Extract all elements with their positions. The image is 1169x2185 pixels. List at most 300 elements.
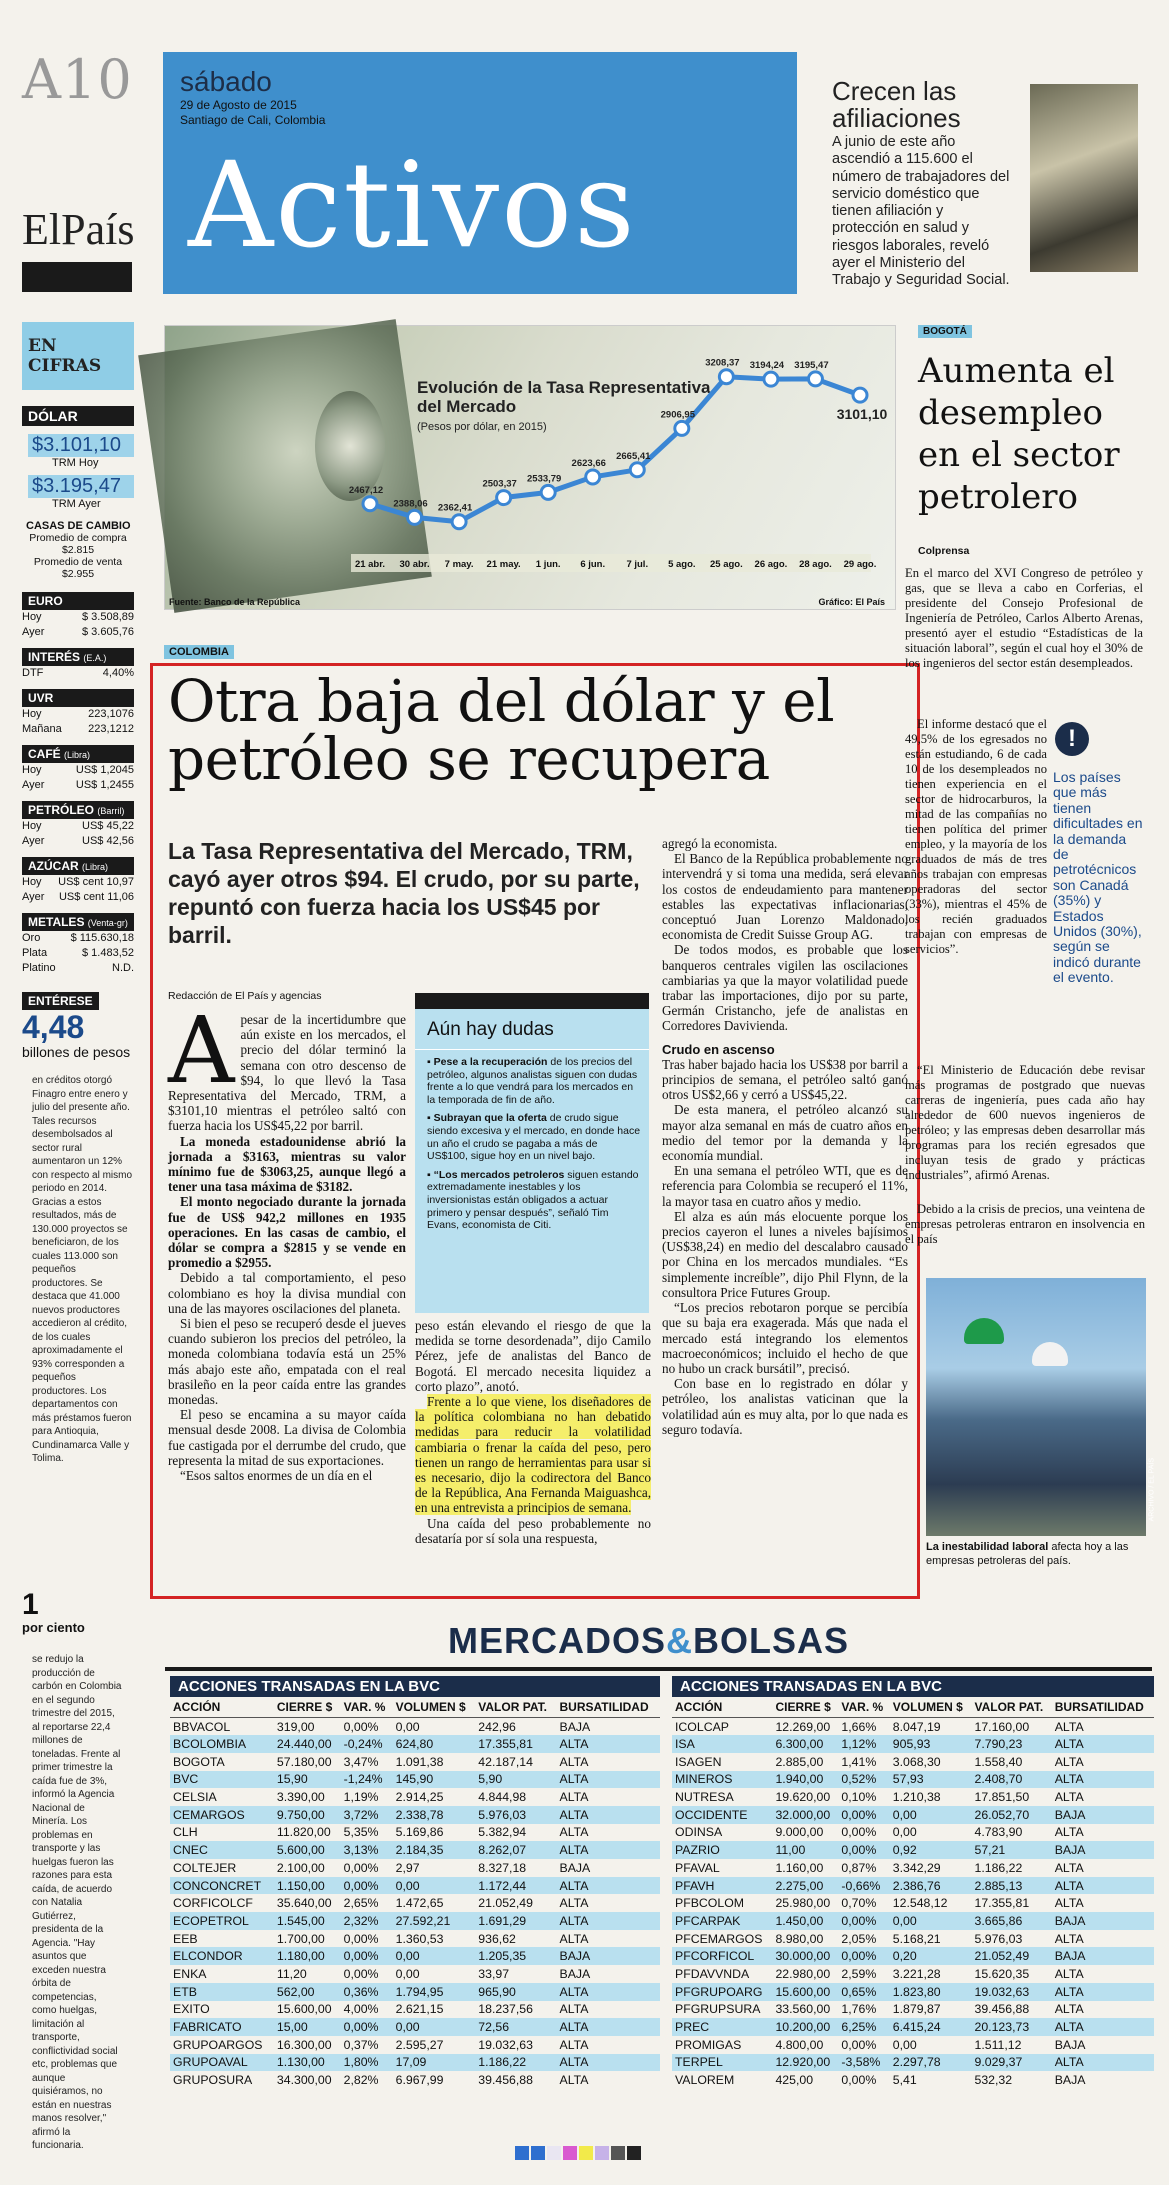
table-cell: 5,41 (892, 2073, 917, 2088)
table-cell: -0,24% (341, 1735, 393, 1753)
table-cell: 11,00 (772, 1841, 838, 1859)
table-cell: 17.355,81 (974, 1896, 1030, 1911)
brand-rule (22, 262, 132, 292)
data-point (408, 510, 422, 524)
table-row (170, 1841, 660, 1859)
table-cell: 5,90 (475, 1771, 556, 1789)
table-cell: TERPEL (672, 2054, 772, 2072)
table-row (672, 1735, 1154, 1753)
table-cell: 2,32% (341, 1912, 393, 1930)
table-row (170, 1859, 660, 1877)
table-cell: 1.700,00 (276, 1931, 325, 1946)
table-cell: 15.600,00 (276, 2002, 332, 2017)
table-cell: 0,00 (892, 1825, 917, 1840)
table-cell: ALTA (1054, 2002, 1084, 2017)
col-3 (662, 836, 908, 1584)
table-cell: 0,87% (841, 1860, 877, 1875)
table-cell: 2,65% (343, 1896, 379, 1911)
table-cell: 17.851,50 (974, 1790, 1030, 1805)
table-row (672, 1965, 1154, 1983)
enterese-unit: billones de pesos (22, 1044, 131, 1060)
table-cell: 936,62 (478, 1931, 516, 1946)
table-cell: 0,00 (393, 1947, 476, 1965)
chart-credit: Gráfico: El País (818, 597, 885, 607)
table-row (672, 2018, 1154, 2036)
table-cell: 22.980,00 (775, 1966, 831, 1981)
table-cell: 242,96 (478, 1719, 516, 1734)
euro-row: Hoy $ 3.508,89 (22, 611, 134, 623)
table-cell: 1,76% (841, 2002, 877, 2017)
table-cell: 1.823,80 (890, 1983, 972, 2001)
table-cell: 0,10% (841, 1790, 877, 1805)
table-row (170, 1947, 660, 1965)
table-cell: 0,00% (341, 1947, 393, 1965)
metales-row: Oro $ 115.630,18 (22, 932, 134, 944)
x-tick-label: 21 abr. (354, 559, 386, 570)
table-cell: PFAVAL (675, 1860, 720, 1875)
table-cell: 0,00% (341, 2018, 393, 2036)
table-cell: MINEROS (672, 1771, 772, 1789)
data-point (363, 497, 377, 511)
col-header: BURSATILIDAD (557, 1697, 661, 1718)
table-cell: NUTRESA (675, 1790, 734, 1805)
promo-photo (1030, 84, 1138, 272)
table-cell: 1.150,00 (274, 1877, 341, 1895)
hardhat-left (964, 1318, 1004, 1344)
table-cell: 11,20 (276, 1966, 307, 1981)
table-cell: COLTEJER (173, 1860, 237, 1875)
table-cell: 1.940,00 (772, 1771, 838, 1789)
table-row (672, 2071, 1154, 2089)
data-point (497, 491, 511, 505)
table-cell: 3.068,30 (892, 1754, 941, 1769)
interes-row: DTF 4,40% (22, 667, 134, 679)
metales-label: METALES (Venta-gr) (22, 913, 134, 931)
data-label: 3194,24 (749, 360, 785, 372)
table-cell: 319,00 (276, 1719, 315, 1734)
data-point (541, 485, 555, 499)
table-cell: 0,00 (395, 1719, 420, 1734)
table-cell: ALTA (557, 1877, 661, 1895)
table-cell: PFGRUPSURA (675, 2002, 761, 2017)
table-cell: PAZRIO (672, 1841, 772, 1859)
table-cell: 25.980,00 (775, 1896, 831, 1911)
table-cell: 72,56 (475, 2018, 556, 2036)
table-cell: ELCONDOR (170, 1947, 274, 1965)
table-cell: 15.620,35 (974, 1966, 1030, 1981)
table-title: ACCIONES TRANSADAS EN LA BVC (170, 1676, 660, 1697)
col3-p: Con base en lo registrado en dólar y petróleo, los analistas vaticinan que la volatilidad aún es muy alta, por lo que nada es seguro todavía. (662, 1376, 908, 1437)
table-cell: 2.885,13 (971, 1877, 1051, 1895)
table-cell: PFBCOLOM (675, 1896, 745, 1911)
brand-logo: ElPaís (22, 205, 135, 254)
table-cell: 1.794,95 (393, 1983, 476, 2001)
azucar-row: Ayer US$ cent 11,06 (22, 891, 134, 903)
table-cell: CLH (173, 1825, 198, 1840)
table-cell: ISA (672, 1735, 772, 1753)
table-cell: 3,47% (343, 1754, 379, 1769)
table-cell: 8.980,00 (775, 1931, 824, 1946)
table-cell: ALTA (557, 1983, 661, 2001)
table-cell: 5.976,03 (974, 1931, 1023, 1946)
table-cell: ALTA (1052, 1877, 1154, 1895)
x-tick-label: 5 ago. (668, 559, 696, 570)
dudas-item: ▪ “Los mercados petroleros siguen estando extremadamente inestables y los inversionistas están obligados a actuar primero y pensar después”, señaló Tim Evans, economista de Citi. (427, 1168, 639, 1232)
table-row (170, 1718, 660, 1736)
table-cell: ALTA (557, 2018, 661, 2036)
col1-p: Debido a tal comportamiento, el peso colombiano es hoy la divisa mundial con una de las mayores oscilaciones del planeta. (168, 1270, 406, 1316)
workers-photo (926, 1278, 1155, 1536)
data-point (808, 372, 822, 386)
table-cell: 57,21 (971, 1841, 1051, 1859)
data-label: 3195,47 (794, 359, 829, 371)
table-row (170, 1824, 660, 1842)
table-cell: 2.914,25 (395, 1790, 444, 1805)
table-row (672, 1788, 1154, 1806)
table-cell: 15,00 (274, 2018, 341, 2036)
table-cell: 8.262,07 (475, 1841, 556, 1859)
right-p4: Debido a la crisis de precios, una veintena de empresas petroleras entraron en insolvencia en el país (905, 1202, 1145, 1246)
col-header: CIERRE $ (772, 1697, 838, 1718)
dudas-item: ▪ Pese a la recuperación de los precios del petróleo, algunos analistas siguen con dudas frente a lo que vendrá para los mercados en la temporada de fin de año. (427, 1056, 638, 1106)
chart-panel (164, 325, 896, 610)
table-cell: ALTA (557, 1735, 661, 1753)
table-row (170, 2001, 660, 2019)
table-row (672, 1841, 1154, 1859)
table-cell: PROMIGAS (675, 2037, 742, 2052)
table-row (170, 1894, 660, 1912)
table-cell: 21.052,49 (478, 1896, 533, 1911)
table-cell: 10.200,00 (772, 2018, 838, 2036)
col-header: BURSATILIDAD (1052, 1697, 1154, 1718)
table-cell: CONCONCRET (170, 1877, 274, 1895)
table-cell: 2.885,00 (775, 1754, 824, 1769)
table-cell: FABRICATO (170, 2018, 274, 2036)
table-cell: 2.184,35 (393, 1841, 476, 1859)
col-header: VOLUMEN $ (393, 1697, 476, 1718)
table-cell: 0,92 (890, 1841, 972, 1859)
table-cell: 19.620,00 (775, 1790, 831, 1805)
dolar-label: DÓLAR (22, 406, 134, 426)
table-cell: 1.558,40 (974, 1754, 1023, 1769)
table-cell: BAJA (1052, 1806, 1154, 1824)
table-cell: ALTA (557, 1771, 661, 1789)
table-cell: 4.783,90 (974, 1825, 1023, 1840)
table-cell: CELSIA (173, 1790, 217, 1805)
hardhat-right (1032, 1342, 1068, 1366)
metales-row: Plata $ 1.483,52 (22, 947, 134, 959)
table-cell: 1.472,65 (395, 1896, 444, 1911)
porciento-text: se redujo la producción de carbón en Colombia en el segundo trimestre del 2015, al reportarse 22,4 millones de toneladas. Frente al primer trimestre la caída fue de 3%, informó la Agencia Nacional de Minería. Los problemas en transporte y las huelgas fueron las razones para esta caída, de acuerdo con Natalia Gutiérrez, presidenta de la Agencia. "Hay asuntos que exceden nuestra órbita de competencias, como huelgas, limitación al transporte, conflictividad social etc, problemas que aunque quisiéramos, no están en nuestras manos resolver," afirmó la funcionaria. (32, 1654, 122, 2151)
table-cell: CEMARGOS (170, 1806, 274, 1824)
table-cell: 0,00% (838, 1841, 889, 1859)
porciento-unit: por ciento (22, 1620, 85, 1635)
table-cell: ODINSA (675, 1825, 723, 1840)
x-tick-label: 7 jul. (626, 559, 649, 570)
table-cell: 9.750,00 (274, 1806, 341, 1824)
table-cell: 1.450,00 (772, 1912, 838, 1930)
table-cell: 57.180,00 (276, 1754, 332, 1769)
col1-p: “Esos saltos enormes de un día en el (180, 1468, 373, 1484)
table-row (170, 1771, 660, 1789)
col3-p: agregó la economista. (662, 836, 778, 851)
table-cell: 2.386,76 (890, 1877, 972, 1895)
data-point (764, 372, 778, 386)
table-row (672, 1753, 1154, 1771)
table-row (672, 1912, 1154, 1930)
date: 29 de Agosto de 2015 (180, 98, 297, 112)
data-label: 2665,41 (616, 450, 651, 462)
table-cell: 1.511,12 (974, 2037, 1022, 2052)
table-cell: EXITO (173, 2002, 210, 2017)
data-label: 2362,41 (437, 502, 473, 514)
table-cell: 8.047,19 (892, 1719, 941, 1734)
cafe-label: CAFÉ (Libra) (22, 745, 134, 763)
table-cell: 0,00 (890, 1806, 972, 1824)
trm-ayer-label: TRM Ayer (52, 498, 101, 510)
x-tick-label: 6 jun. (580, 559, 606, 570)
table-cell: ALTA (559, 2073, 589, 2088)
col1-p: El peso se encamina a su mayor caída mensual desde 2008. La divisa de Colombia fue castigada por el derrumbe del crudo, que representa la mitad de sus exportaciones. (168, 1407, 406, 1468)
euro-label: EURO (22, 592, 134, 610)
data-label: 3101,10 (836, 406, 888, 423)
x-tick-label: 1 jun. (535, 559, 561, 570)
petroleo-label: PETRÓLEO (Barril) (22, 801, 134, 819)
color-registration-bar (515, 2146, 641, 2160)
data-label: 2503,37 (482, 478, 517, 490)
table-cell: 624,80 (393, 1735, 476, 1753)
table-cell: 17.355,81 (475, 1735, 556, 1753)
table-row (170, 1983, 660, 2001)
table-cell: 0,00% (841, 2073, 877, 2088)
table-cell: 5,35% (343, 1825, 379, 1840)
trm-hoy-label: TRM Hoy (52, 457, 99, 469)
table-row (170, 1788, 660, 1806)
table-cell: ISAGEN (675, 1754, 722, 1769)
table-cell: 0,00% (343, 1966, 379, 1981)
headline: Otra baja del dólar y el petróleo se recupera (168, 667, 835, 793)
table-cell: BAJA (1054, 2073, 1086, 2088)
table-cell: 11.820,00 (276, 1825, 331, 1840)
col1-p: Si bien el peso se recuperó desde el jueves cuando subieron los precios del petróleo, la moneda colombiana todavía está un 25% más abajo este año, empatada con el real brasileño en la peor caída entre las grandes monedas. (168, 1316, 406, 1408)
table-cell: 1,41% (841, 1754, 877, 1769)
table-row (672, 1771, 1154, 1789)
table-cell: ALTA (559, 2037, 589, 2052)
data-label: 2906,95 (660, 409, 695, 421)
markets-title: MERCADOS&BOLSAS (448, 1620, 850, 1661)
table-cell: 6.415,24 (890, 2018, 972, 2036)
data-label: 2623,66 (571, 457, 606, 469)
table-cell: BCOLOMBIA (170, 1735, 274, 1753)
table-cell: 1.130,00 (274, 2054, 341, 2072)
table-cell: 39.456,88 (478, 2073, 533, 2088)
enterese-label: ENTÉRESE (22, 992, 99, 1010)
col3-p: “Los precios rebotaron porque se percibía que su baja era exagerada. Más que nada el mercado está integrando los elementos macroeconómicos; incluido el hecho de que no hubo un crack bursátil”, precisó. (662, 1300, 908, 1376)
table-row (170, 1965, 660, 1983)
table-row (170, 2018, 660, 2036)
table-cell: CORFICOLCF (173, 1896, 253, 1911)
table-cell: ALTA (1052, 2054, 1154, 2072)
table-cell: 0,65% (838, 1983, 889, 2001)
table-cell: 3,72% (341, 1806, 393, 1824)
table-cell: 34.300,00 (276, 2073, 332, 2088)
table-cell: ALTA (1054, 1931, 1084, 1946)
table-row (170, 1806, 660, 1824)
kicker-colombia: COLOMBIA (164, 645, 234, 659)
col-header: VAR. % (838, 1697, 889, 1718)
col1-p1: pesar de la incertidumbre que aún existe en los mercados, el precio del dólar terminó la semana con otro descenso de $94, lo que llevó la Tasa Representativa del Mercado, TRM, a $3101,10 mientras el petróleo saltó con fuerza hacia los US$45,22 por barril. (168, 1012, 406, 1134)
casas-label: CASAS DE CAMBIO (26, 520, 131, 532)
table-cell: ALTA (559, 1754, 589, 1769)
data-point (586, 470, 600, 484)
table-cell: 42.187,14 (478, 1754, 533, 1769)
table-cell: 17.160,00 (974, 1719, 1030, 1734)
x-tick-label: 29 ago. (843, 559, 877, 570)
data-point (452, 515, 466, 529)
table-cell: 0,00% (838, 1947, 889, 1965)
table-cell: 1.691,29 (475, 1912, 556, 1930)
table-cell: ETB (170, 1983, 274, 2001)
table-cell: 30.000,00 (772, 1947, 838, 1965)
col1-p: El monto negociado durante la jornada fue de US$ 942,2 millones en 1935 operaciones. En las casas de cambio, el dólar se compra a $2815 y se vende en promedio a $2955. (168, 1194, 406, 1271)
table-cell: ALTA (1052, 1983, 1154, 2001)
drop-cap: A (168, 997, 235, 1104)
table-cell: ALTA (557, 2054, 661, 2072)
table-cell: 17,09 (393, 2054, 476, 2072)
col3-p: Tras haber bajado hacia los US$38 por barril a principios de semana, el petróleo saltó ganó otros US$2,66 y cerró a US$45,22. (662, 1056, 908, 1103)
table-cell: 2.621,15 (395, 2002, 444, 2017)
table-cell: PFDAVVNDA (675, 1966, 750, 1981)
table-cell: 3.342,29 (892, 1860, 941, 1875)
x-tick-label: 21 may. (486, 559, 521, 570)
deck: La Tasa Representativa del Mercado, TRM, cayó ayer otros $94. El crudo, por su parte, repuntó con fuerza hacia los US$45 por barril. (168, 838, 640, 948)
table-title: ACCIONES TRANSADAS EN LA BVC (672, 1676, 1154, 1697)
table-cell: -0,66% (838, 1877, 889, 1895)
table-cell: 26.052,70 (971, 1806, 1051, 1824)
table-cell: ALTA (559, 1825, 589, 1840)
table-cell: ENKA (173, 1966, 207, 1981)
table-cell: 1.091,38 (395, 1754, 444, 1769)
right-p1: En el marco del XVI Congreso de petróleo y gas, que se lleva a cabo en Corferias, el presidente del Consejo Profesional de Ingeniería de Petróleo, Carlos Alberto Arenas, presentó ayer el estudio “Estadísticas de la situación laboral”, según el cual hoy el 30% de los ingenieros del sector están desempleados. (905, 566, 1143, 670)
table-cell: 9.000,00 (775, 1825, 824, 1840)
table-cell: 2.595,27 (395, 2037, 444, 2052)
table-cell: 2.100,00 (276, 1860, 325, 1875)
table-cell: ICOLCAP (675, 1719, 729, 1734)
table-cell: 7.790,23 (971, 1735, 1051, 1753)
table-cell: 5.976,03 (475, 1806, 556, 1824)
col2-p: peso están elevando el riesgo de que la medida se torne desordenada”, dijo Camilo Pérez, jefe de analistas del Banco de Bogotá. El mercado necesita liquidez a corto plazo”, anotó. (415, 1318, 651, 1394)
table-cell: PREC (672, 2018, 772, 2036)
table-cell: 0,00% (343, 1860, 379, 1875)
col-header: CIERRE $ (274, 1697, 341, 1718)
table-cell: ALTA (559, 1790, 589, 1805)
table-cell: ALTA (1052, 1735, 1154, 1753)
table-cell: 1.160,00 (775, 1860, 824, 1875)
table-cell: ALTA (1054, 1966, 1084, 1981)
venta-label: Promedio de venta (33, 556, 123, 568)
table-cell: ALTA (557, 1806, 661, 1824)
table-cell: 1.186,22 (475, 2054, 556, 2072)
porciento-block (22, 1588, 122, 2151)
table-cell: 19.032,63 (478, 2037, 533, 2052)
table-cell: ALTA (1054, 1790, 1084, 1805)
table-row (672, 2054, 1154, 2072)
table-cell: 5.382,94 (478, 1825, 527, 1840)
photo-credit: ARCHIVO / EL PAÍS (1148, 1458, 1155, 1522)
table-cell: 5.600,00 (274, 1841, 341, 1859)
table-cell: 20.123,73 (971, 2018, 1051, 2036)
table-row (672, 2001, 1154, 2019)
data-point (630, 463, 644, 477)
uvr-label: UVR (22, 689, 134, 707)
chart-source: Fuente: Banco de la República (169, 597, 301, 607)
right-p3: “El Ministerio de Educación debe revisar más programas de postgrado que nuevas carreras de ingeniería, pues cada año hay alrededor de 600 nuevos ingenieros de petróleo; y las empresas deben desarrollar más programas para los recién egresados que incluyan tesis de grado y prácticas industriales”, afirmó Arenas. (905, 1063, 1145, 1182)
subhead-crudo: Crudo en ascenso (662, 1041, 775, 1057)
table-cell: ALTA (559, 1931, 589, 1946)
table-row (672, 2036, 1154, 2054)
promo-text: A junio de este año ascendió a 115.600 el número de trabajadores del servicio doméstico que tienen afiliación y protección en salud y riesgos laborales, reveló ayer el Ministerio del Trabajo y Seguridad Social. (832, 134, 1010, 289)
table-cell: 16.300,00 (276, 2037, 332, 2052)
col3-p: El Banco de la República probablemente no intervendrá y si toma una medida, será elevar los costos de endeudamiento para mantener estables las expectativas inflacionarias, conceptuó Juan Lorenzo Maldonado, economista de Credit Suisse Group AG. (662, 851, 908, 943)
col3-p: De esta manera, el petróleo alcanzó su mayor alza semanal en más de cuatro años en medio del temor por la demanda y la economía mundial. (662, 1102, 908, 1164)
table-cell: PFCARPAK (672, 1912, 772, 1930)
enterese-text: en créditos otorgó Finagro entre enero y julio del presente año. Tales recursos desembolsados al sector rural aumentaron un 12% con respecto al mismo periodo en 2014. Gracias a estos resultados, más de 130.000 proyectos se beneficiaron, de los cuales 113.000 son pequeños productores. Se destaca que 41.000 nuevos productores accedieron al crédito, de los cuales aproximadamente el 93% corresponden a pequeños productores. Los departamentos con más préstamos fueron para Antioquia, Cundinamarca Valle y Tolima. (32, 1075, 133, 1464)
table-cell: 9.029,37 (971, 2054, 1051, 2072)
azucar-label: AZÚCAR (Libra) (22, 857, 134, 875)
chart-title: Evolución de la Tasa Representativa del Mercado (417, 378, 711, 416)
cafe-row: Hoy US$ 1,2045 (22, 764, 134, 776)
table-cell: 18.237,56 (478, 2002, 533, 2017)
table-cell: ECOPETROL (170, 1912, 274, 1930)
data-label: 2533,79 (527, 473, 562, 485)
table-cell: 0,20 (890, 1947, 972, 1965)
table-cell: BBVACOL (173, 1719, 231, 1734)
chart-subtitle: (Pesos por dólar, en 2015) (417, 421, 547, 433)
table-cell: 1,80% (341, 2054, 393, 2072)
table-row (170, 1877, 660, 1895)
interes-label: INTERÉS (E.A.) (22, 648, 134, 666)
table-cell: 0,00% (343, 1719, 379, 1734)
table-cell: 21.052,49 (971, 1947, 1051, 1965)
table-cell: 3,13% (341, 1841, 393, 1859)
bvc-table-right (672, 1676, 1154, 2089)
table-cell: 15,90 (274, 1771, 341, 1789)
x-tick-label: 30 abr. (399, 559, 430, 570)
table-cell: 0,52% (838, 1771, 889, 1789)
table-cell: ALTA (1054, 1825, 1084, 1840)
right-headline: Aumenta el desempleo en el sector petrolero (918, 351, 1120, 517)
table-cell: EEB (173, 1931, 198, 1946)
table-cell: BAJA (559, 1966, 591, 1981)
data-point (675, 421, 689, 435)
compra-value: $2.815 (61, 544, 95, 556)
table-cell: 33.560,00 (775, 2002, 831, 2017)
table-row (672, 1718, 1154, 1736)
table-row (170, 2071, 660, 2089)
table-cell: 6.300,00 (772, 1735, 838, 1753)
table-cell: 5.169,86 (395, 1825, 444, 1840)
table-cell: 562,00 (274, 1983, 341, 2001)
col3-p: En una semana el petróleo WTI, que es de referencia para Colombia se recuperó el 11%, la mayor tasa en cuatro años y medio. (662, 1163, 908, 1209)
table-cell: 0,37% (343, 2037, 379, 2052)
table-cell: VALOREM (675, 2073, 735, 2088)
table-cell: GRUPOAVAL (170, 2054, 274, 2072)
col1-p: La moneda estadounidense abrió la jornada a $3163, mientras su valor mínimo fue de $3063,25, aunque llegó a tener una tasa máxima de $3182. (168, 1133, 406, 1195)
table-row (170, 1912, 660, 1930)
table-cell: 1.360,53 (395, 1931, 444, 1946)
table-cell: 33,97 (478, 1966, 510, 1981)
petroleo-row: Hoy US$ 45,22 (22, 820, 134, 832)
